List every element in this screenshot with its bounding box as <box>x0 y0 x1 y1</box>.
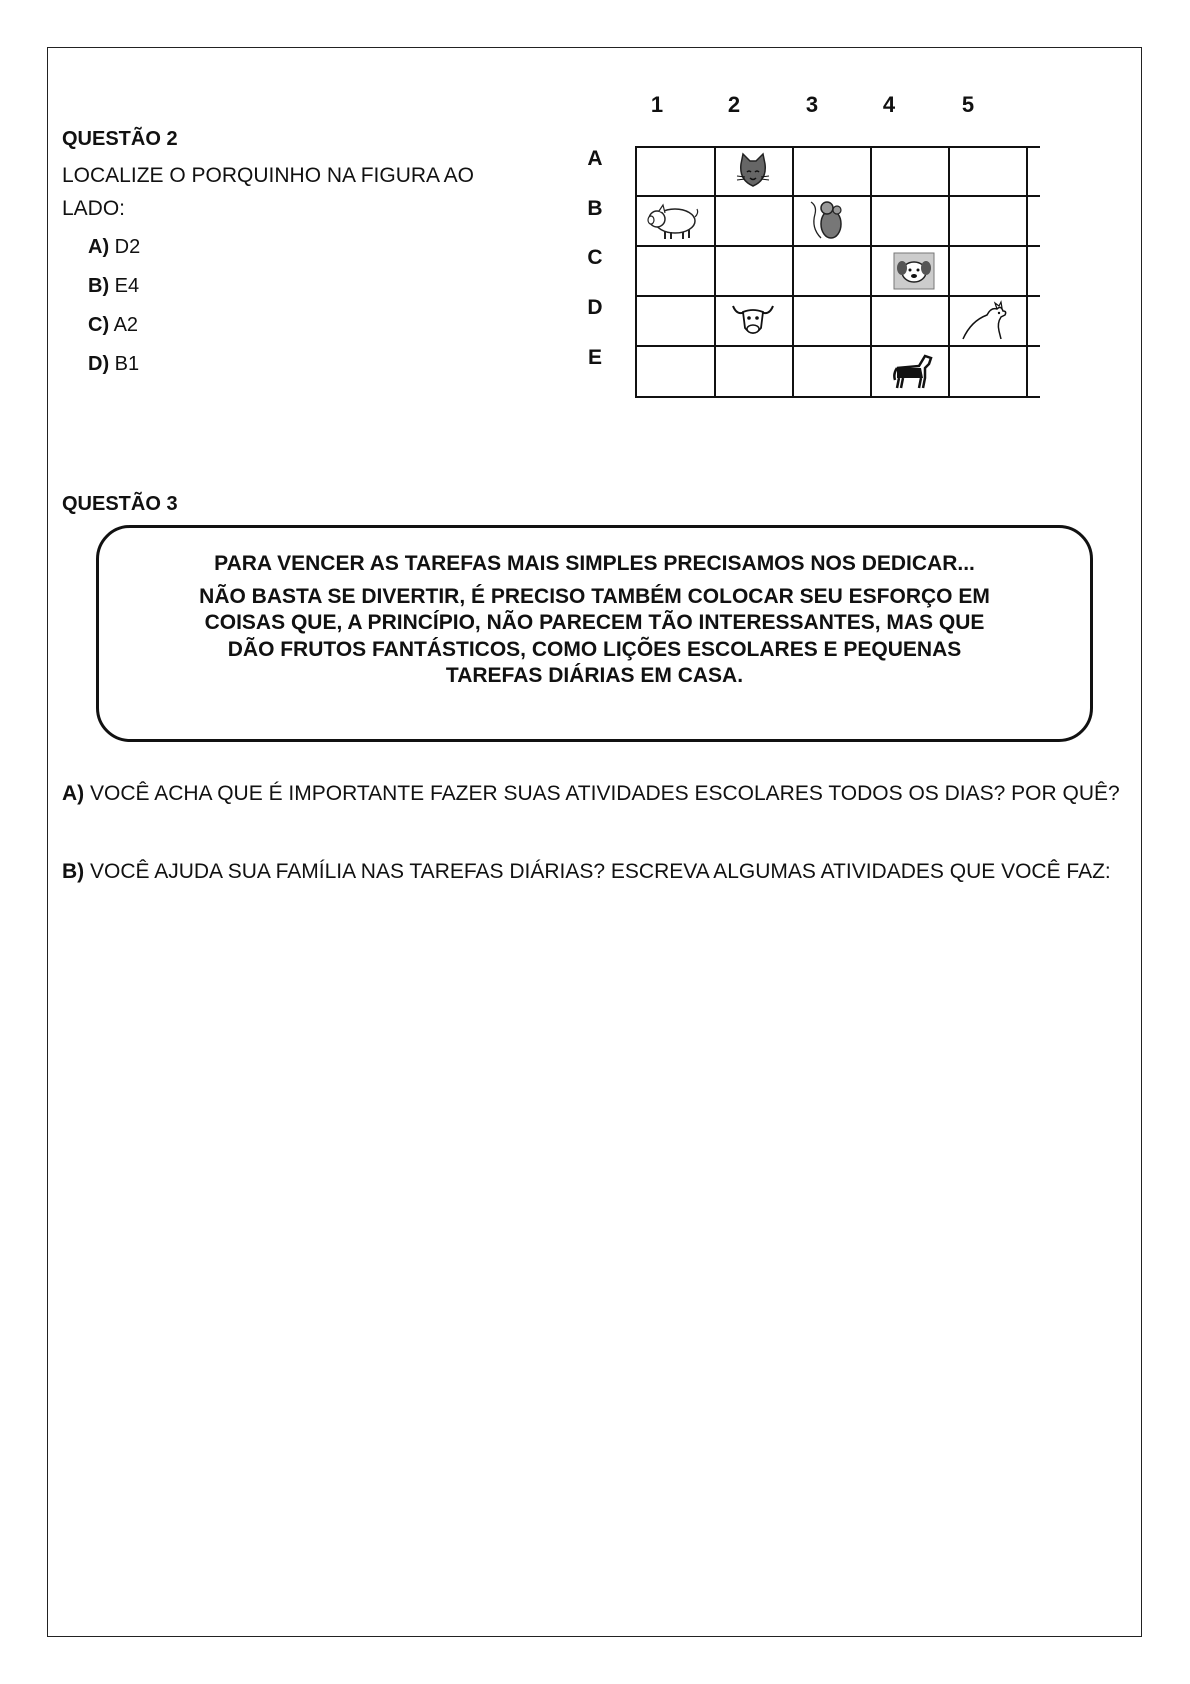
question-2-prompt-line1: LOCALIZE O PORQUINHO NA FIGURA AO <box>62 164 474 187</box>
option-letter: D) <box>88 353 110 375</box>
option-letter: C) <box>88 314 110 336</box>
grid-table <box>635 146 1040 398</box>
column-label-1: 1 <box>650 92 664 117</box>
coordinate-grid-figure <box>580 92 1040 412</box>
quote-box <box>96 525 1093 742</box>
grid-line <box>1026 148 1028 396</box>
quote-line: NÃO BASTA SE DIVERTIR, É PRECISO TAMBÉM COLOCAR SEU ESFORÇO EM <box>199 585 990 608</box>
option-letter: A) <box>88 236 110 258</box>
question-2-title: QUESTÃO 2 <box>62 128 178 150</box>
column-label-5: 5 <box>961 92 975 117</box>
grid-line <box>637 195 1040 197</box>
quote-line: PARA VENCER AS TAREFAS MAIS SIMPLES PRECISAMOS NOS DEDICAR... <box>214 552 975 575</box>
grid-line <box>714 148 716 396</box>
quote-line: COISAS QUE, A PRINCÍPIO, NÃO PARECEM TÃO INTERESSANTES, MAS QUE <box>204 611 985 634</box>
cat-icon <box>723 150 783 194</box>
grid-line <box>792 148 794 396</box>
option-b[interactable] <box>88 275 139 298</box>
item-a-text: VOCÊ ACHA QUE É IMPORTANTE FAZER SUAS ATIVIDADES ESCOLARES TODOS OS DIAS? POR QUÊ? <box>90 782 1120 805</box>
question-3-item-b <box>62 860 1142 884</box>
option-text: D2 <box>114 236 141 258</box>
question-3-title: QUESTÃO 3 <box>62 493 178 515</box>
dog-icon <box>884 249 944 293</box>
row-label-c: C <box>587 246 603 269</box>
option-d[interactable] <box>88 353 139 376</box>
option-a[interactable] <box>88 236 140 259</box>
grid-line <box>637 295 1040 297</box>
mouse-icon <box>799 198 859 242</box>
grid-line <box>870 148 872 396</box>
question-2-prompt-line2: LADO: <box>62 197 126 220</box>
option-c[interactable] <box>88 314 138 337</box>
row-label-e: E <box>587 346 602 369</box>
quote-line: DÃO FRUTOS FANTÁSTICOS, COMO LIÇÕES ESCOLARES E PEQUENAS <box>227 638 962 661</box>
row-label-d: D <box>587 296 603 319</box>
column-label-3: 3 <box>805 92 819 117</box>
question-3-item-a <box>62 782 1142 806</box>
option-text: E4 <box>114 275 140 297</box>
option-text: A2 <box>113 314 139 336</box>
option-letter: B) <box>88 275 110 297</box>
bull-icon <box>723 298 783 342</box>
grid-line <box>948 148 950 396</box>
item-a-letter: A) <box>62 782 85 805</box>
rooster-icon <box>957 299 1017 343</box>
horse-icon <box>883 348 943 392</box>
column-label-2: 2 <box>727 92 741 117</box>
column-label-4: 4 <box>882 92 896 117</box>
grid-line <box>637 245 1040 247</box>
grid-line <box>637 345 1040 347</box>
item-b-text: VOCÊ AJUDA SUA FAMÍLIA NAS TAREFAS DIÁRIAS? ESCREVA ALGUMAS ATIVIDADES QUE VOCÊ FAZ: <box>90 860 1111 883</box>
option-text: B1 <box>114 353 140 375</box>
pig-icon <box>643 199 703 243</box>
row-label-b: B <box>587 197 603 220</box>
row-label-a: A <box>587 147 603 170</box>
quote-line: TAREFAS DIÁRIAS EM CASA. <box>445 664 744 687</box>
item-b-letter: B) <box>62 860 85 883</box>
